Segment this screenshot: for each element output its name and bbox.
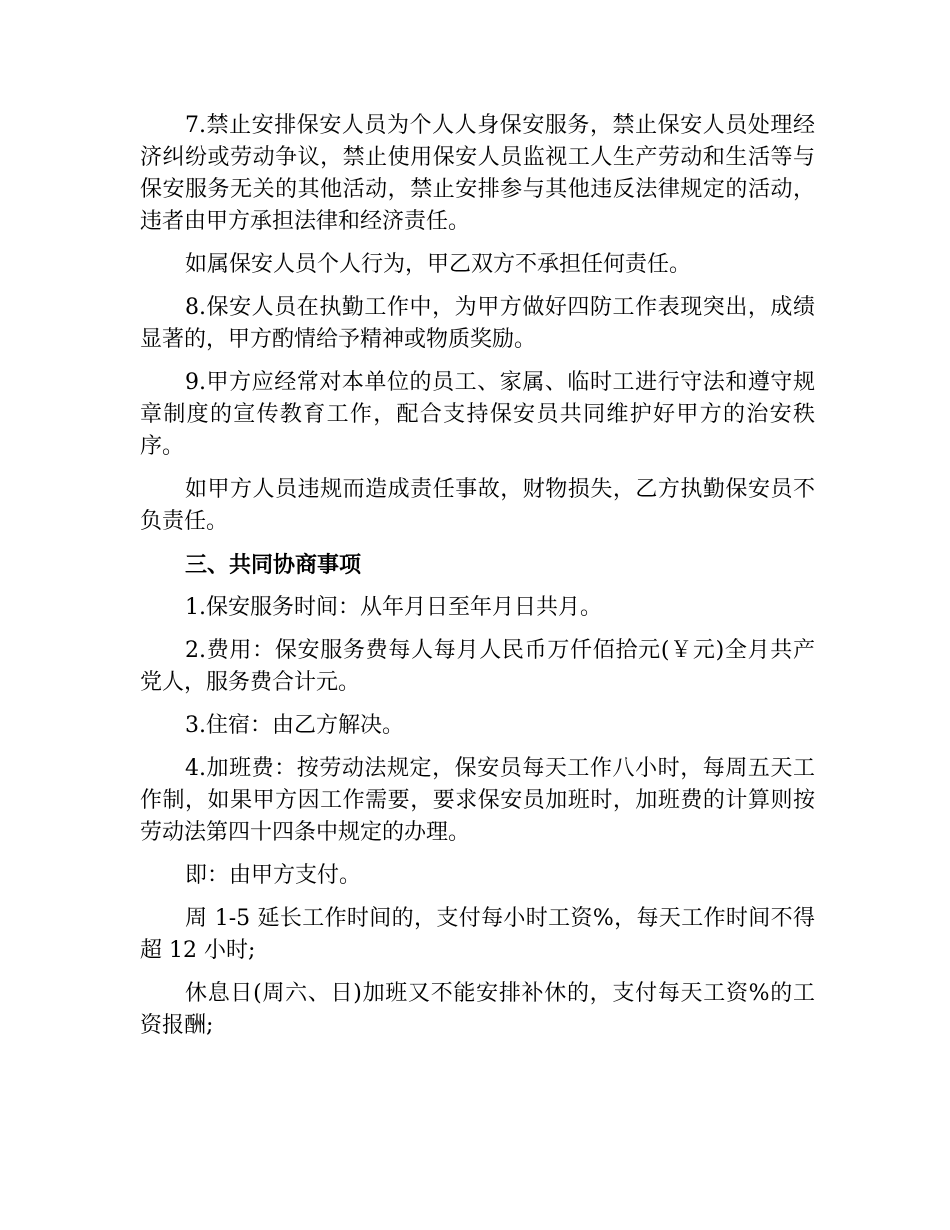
personal-behavior-paragraph: 如属保安人员个人行为，甲乙双方不承担任何责任。 — [185, 252, 692, 277]
clause-9-paragraph: 9.甲方应经常对本单位的员工、家属、临时工进行守法和遵守规章制度的宣传教育工作，配合支持保安员共同维护好甲方的治安秩序。 — [140, 370, 815, 459]
service-time-paragraph: 1.保安服务时间：从年月日至年月日共月。 — [185, 595, 602, 620]
violation-paragraph: 如甲方人员违规而造成责任事故，财物损失，乙方执勤保安员不负责任。 — [140, 477, 815, 534]
weekday-overtime-paragraph: 周 1-5 延长工作时间的，支付每小时工资%，每天工作时间不得超 12 小时; — [140, 906, 815, 963]
document-body — [140, 110, 815, 1053]
payment-paragraph: 即：由甲方支付。 — [185, 863, 362, 888]
fee-paragraph: 2.费用：保安服务费每人每月人民币万仟佰拾元(￥元)全月共产党人，服务费合计元。 — [140, 638, 815, 695]
clause-8-paragraph: 8.保安人员在执勤工作中，为甲方做好四防工作表现突出，成绩显著的，甲方酌情给予精神或物质奖励。 — [140, 295, 815, 352]
rest-day-overtime-paragraph: 休息日(周六、日)加班又不能安排补休的，支付每天工资%的工资报酬; — [140, 981, 815, 1038]
clause-7-paragraph: 7.禁止安排保安人员为个人人身保安服务，禁止保安人员处理经济纠纷或劳动争议，禁止使用保安人员监视工人生产劳动和生活等与保安服务无关的其他活动，禁止安排参与其他违反法律规定的活动，违者由甲方承担法律和经济责任。 — [140, 113, 815, 234]
overtime-paragraph: 4.加班费：按劳动法规定，保安员每天工作八小时，每周五天工作制，如果甲方因工作需要，要求保安员加班时，加班费的计算则按劳动法第四十四条中规定的办理。 — [140, 756, 815, 845]
accommodation-paragraph: 3.住宿：由乙方解决。 — [185, 713, 404, 738]
section-heading: 三、共同协商事项 — [185, 552, 362, 578]
